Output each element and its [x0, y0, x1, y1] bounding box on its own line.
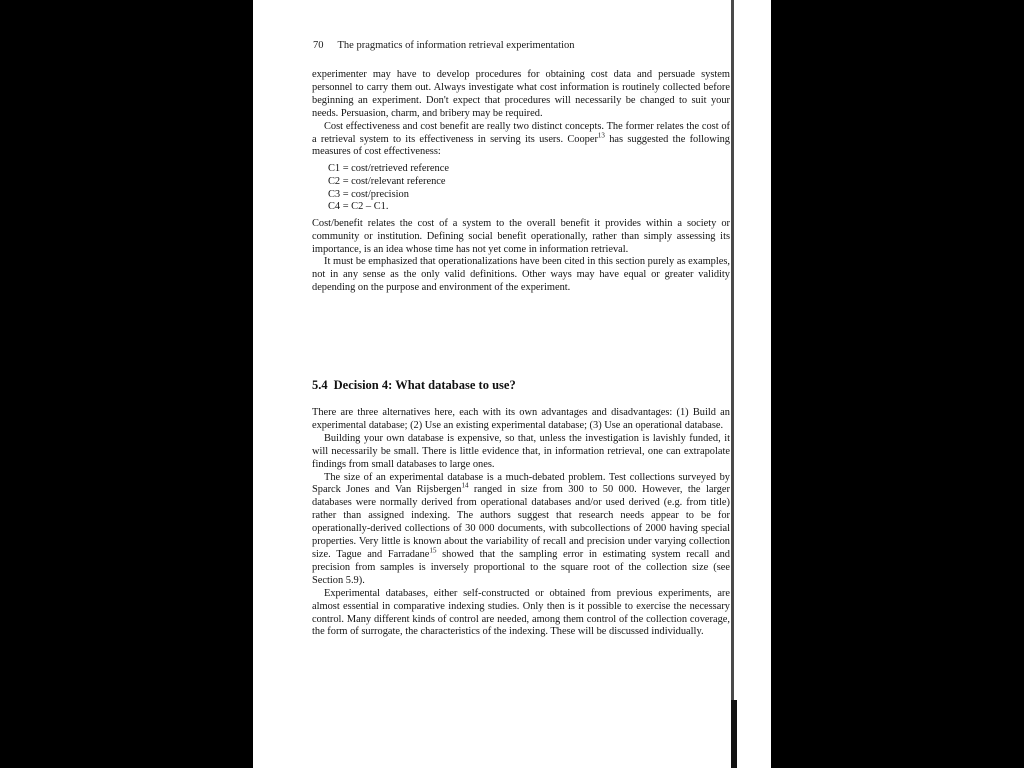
paragraph: Experimental databases, either self-constructed or obtained from previous experiments, are almost essential in comparative indexing studies. Only then is it possible to exercise the necessary control. Many different kinds of control are needed, among them control of the collection coverage, the form of surrogate, the characteristics of the indexing. These will be discussed individually. — [312, 587, 730, 638]
section-title: Decision 4: What database to use? — [333, 378, 516, 392]
book-page — [253, 0, 771, 768]
measure-item: C2 = cost/relevant reference — [328, 175, 446, 187]
text-block-cost — [312, 69, 730, 295]
reference-superscript: 13 — [597, 131, 605, 140]
running-head — [313, 40, 575, 51]
binding-shadow — [731, 700, 737, 768]
reference-superscript: 15 — [429, 546, 437, 555]
text-run: Cost effectiveness and cost benefit are really two distinct concepts. The former relates the cost of a retrieval system to its effectiveness in serving its users. Cooper — [312, 120, 730, 145]
text-run: ranged in size from 300 to 50 000. However, the larger databases were normally derived from operational databases and/or used derived (e.g. from title) rather than assigned indexing. The authors suggest that research needs appear to be for operationally-derived collections of 30 000 documents, with subcollections of 2000 having special properties. Very little is known about the variability of recall and precision under varying collection size. Tague and Farradane — [312, 484, 730, 560]
paragraph: Cost/benefit relates the cost of a system to the overall benefit it provides within a society or community or institution. Defining social benefit operationally, rather than simply assessing its importance, is an idea whose time has not yet come in information retrieval. — [312, 217, 730, 255]
text-block-database — [312, 407, 730, 639]
cost-measures-list — [328, 163, 730, 213]
paragraph — [312, 472, 730, 588]
scan-edge-line — [731, 0, 734, 768]
measure-item: C3 = cost/precision — [328, 188, 409, 200]
measure-item: C1 = cost/retrieved reference — [328, 163, 449, 175]
text-run: showed that the sampling error in estimating system recall and precision from samples is inversely proportional to the square root of the collection size (see Section 5.9). — [312, 548, 730, 586]
paragraph — [312, 121, 730, 160]
running-title: The pragmatics of information retrieval experimentation — [337, 40, 575, 51]
text-run: has suggested the following measures of cost effectiveness: — [312, 133, 730, 158]
section-number: 5.4 — [312, 378, 328, 392]
text-run: The size of an experimental database is a much-debated problem. Test collections surveyed by Sparck Jones and Van Rijsbergen — [312, 471, 730, 496]
paragraph: experimenter may have to develop procedures for obtaining cost data and persuade system personnel to carry them out. Always investigate what cost information is routinely collected before beginning an experiment. Don't expect that procedures will necessarily be changed to suit your needs. Persuasion, charm, and bribery may be required. — [312, 69, 730, 119]
paragraph: It must be emphasized that operationalizations have been cited in this section purely as examples, not in any sense as the only valid definitions. Other ways may have equal or greater validity depending on the purpose and environment of the experiment. — [312, 256, 730, 294]
section-heading — [312, 378, 516, 393]
paragraph: Building your own database is expensive, so that, unless the investigation is lavishly funded, it will necessarily be small. There is little evidence that, in information retrieval, one can extrapolate findings from small databases to large ones. — [312, 432, 730, 470]
page-number: 70 — [313, 40, 324, 51]
reference-superscript: 14 — [461, 481, 469, 490]
measure-item: C4 = C2 – C1. — [328, 201, 389, 213]
paragraph: There are three alternatives here, each with its own advantages and disadvantages: (1) Build an experimental database; (2) Use an existing experimental database; (3) Use an operational database. — [312, 407, 730, 431]
